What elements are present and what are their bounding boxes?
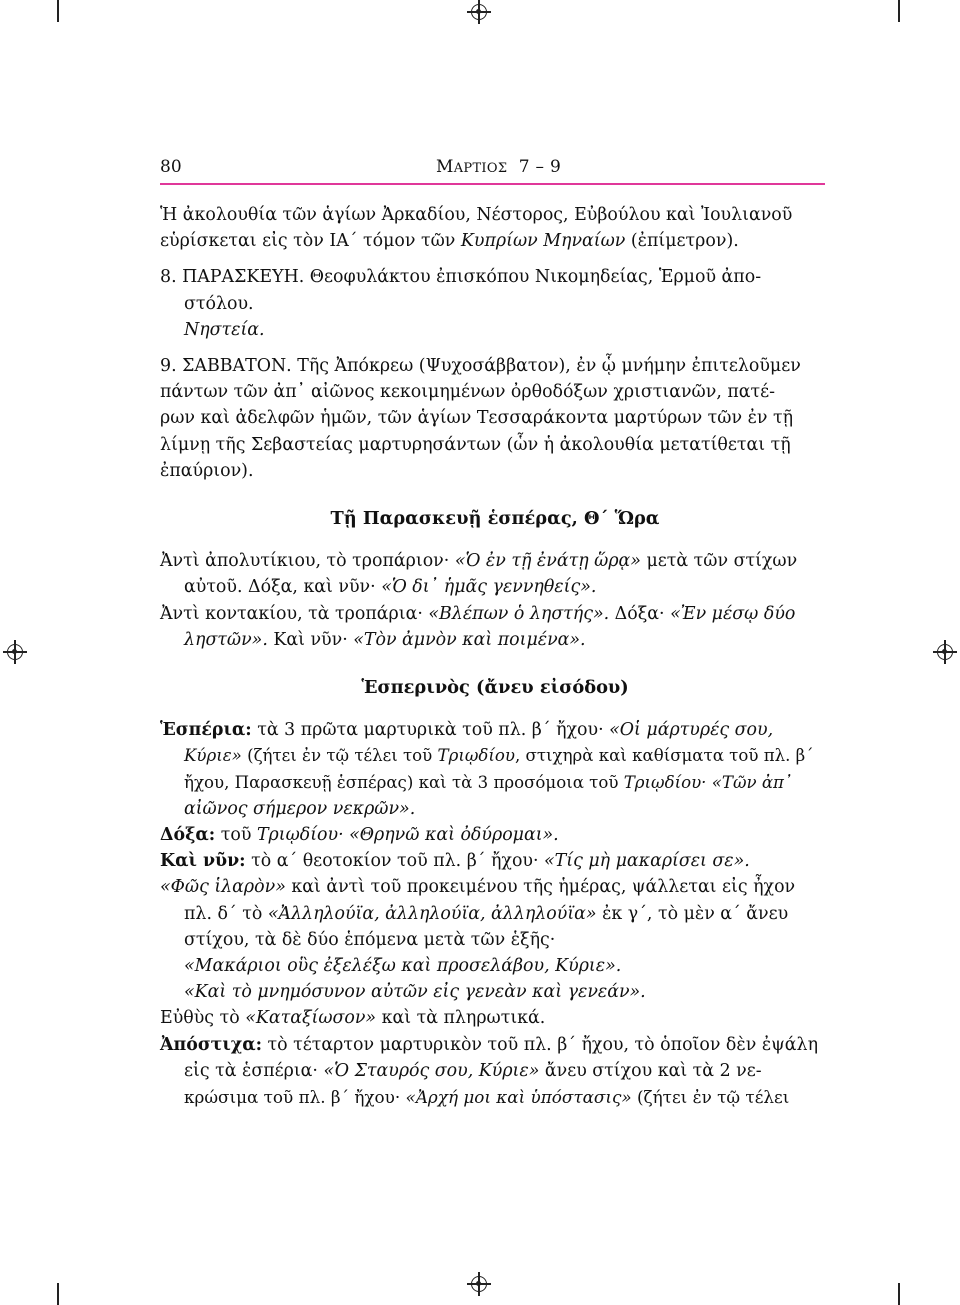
registration-mark-top bbox=[471, 4, 487, 20]
section-heading-ninth-hour: Τῇ Παρασκευῇ ἑσπέρας, Θ΄ Ὥρα bbox=[330, 508, 660, 530]
running-head: MΑΡΤΙΟΣ 7 – 9 bbox=[436, 157, 562, 177]
page-number: 80 bbox=[160, 157, 182, 177]
paragraph-friday: 8. ΠΑΡΑΣΚΕΥΗ. Θεοφυλάκτου ἐπισκόπου Νικομηδείας, Ἑρμοῦ ἀπο- στόλου. Νηστεία. bbox=[160, 267, 762, 340]
paragraph-akolouthia: Ἡ ἀκολουθία τῶν ἁγίων Ἀρκαδίου, Νέστορος, Εὐβούλου καὶ Ἰουλιανοῦ εὑρίσκεται εἰς τὸν ΙΑ΄ τόμον τῶν Κυπρίων Μηναίων (ἐπίμετρον). bbox=[160, 205, 793, 252]
ninth-hour-text: Ἀντὶ ἀπολυτίκιου, τὸ τροπάριον· «Ὁ ἐν τῇ ἐνάτῃ ὥρᾳ» μετὰ τῶν στίχων αὐτοῦ. Δόξα, καὶ νῦν· «Ὁ δι᾽ ἡμᾶς γεννηθείς». Ἀντὶ κοντακίου, τὰ τροπάρια· «Βλέπων ὁ ληστής». Δόξα· «Ἐν μέσῳ δύο ληστῶν». Καὶ νῦν· «Τὸν ἀμνὸν καὶ ποιμένα». bbox=[160, 551, 798, 650]
page-header bbox=[160, 157, 825, 179]
registration-mark-right bbox=[937, 644, 953, 660]
crop-mark-bottom-left bbox=[57, 1283, 59, 1305]
crop-mark-top-left bbox=[57, 0, 59, 22]
page-body bbox=[160, 202, 830, 1110]
registration-mark-bottom bbox=[471, 1276, 487, 1292]
crop-mark-bottom-right bbox=[898, 1283, 900, 1305]
vespers-text: Ἑσπέρια: τὰ 3 πρῶτα μαρτυρικὰ τοῦ πλ. β΄ ἤχου· «Οἱ μάρτυρές σου, Κύριε» (ζήτει ἐν τῷ τέλει τοῦ Τριῳδίου, στιχηρὰ καὶ καθίσματα τοῦ πλ. β΄ ἤχου, Παρασκευῇ ἑσπέρας) καὶ τὰ 3 προσόμοια τοῦ Τριῳδίου· «Τῶν ἀπ᾽ αἰῶνος σήμερον νεκρῶν». Δόξα: τοῦ Τριῳδίου· «Θρηνῶ καὶ ὀδύρομαι». Καὶ νῦν: τὸ α΄ θεοτοκίον τοῦ πλ. β΄ ἤχου· «Τίς μὴ μακαρίσει σε». «Φῶς ἱλαρὸν» καὶ ἀντὶ τοῦ προκειμένου τῆς ἡμέρας, ψάλλεται εἰς ἦχον πλ. δ΄ τὸ «Ἀλληλούϊα, ἀλληλούϊα, ἀλληλούϊα» ἐκ γ΄, τὸ μὲν α΄ ἄνευ στίχου, τὰ δὲ δύο ἑπόμενα μετὰ τῶν ἑξῆς· «Μακάριοι οὓς ἐξελέξω καὶ προσελάβου, Κύριε». «Καὶ τὸ μνημόσυνον αὐτῶν εἰς γενεὰν καὶ γενεάν». Εὐθὺς τὸ «Καταξίωσον» καὶ τὰ πληρωτικά. Ἀπόστιχα: τὸ τέταρτον μαρτυρικὸν τοῦ πλ. β΄ ἤχου, τὸ ὁποῖον δὲν ἐψάλη εἰς τὰ ἑσπέρια· «Ὁ Σταυρός σου, Κύριε» ἄνευ στίχου καὶ τὰ 2 νε- κρώσιμα τοῦ πλ. β΄ ἤχου· «Ἀρχή μοι καὶ ὑπόστασις» (ζήτει ἐν τῷ τέλει bbox=[160, 720, 818, 1108]
crop-mark-top-right bbox=[898, 0, 900, 22]
header-rule bbox=[160, 183, 825, 185]
registration-mark-left bbox=[7, 644, 23, 660]
section-heading-vespers: Ἑσπερινὸς (ἄνευ εἰσόδου) bbox=[361, 677, 629, 699]
paragraph-saturday: 9. ΣΑΒΒΑΤΟΝ. Τῆς Ἀπόκρεω (Ψυχοσάββατον), ἐν ᾧ μνήμην ἐπιτελοῦμεν πάντων τῶν ἀπ᾽ αἰῶνος κεκοιμημένων ὀρθοδόξων χριστιανῶν, πατέ- ρων καὶ ἀδελφῶν ἡμῶν, τῶν ἁγίων Τεσσαράκοντα μαρτύρων τῶν ἐν τῇ λίμνῃ τῆς Σεβαστείας μαρτυρησάντων (ὧν ἡ ἀκολουθία μετατίθεται τῇ ἐπαύριον). bbox=[160, 356, 801, 481]
